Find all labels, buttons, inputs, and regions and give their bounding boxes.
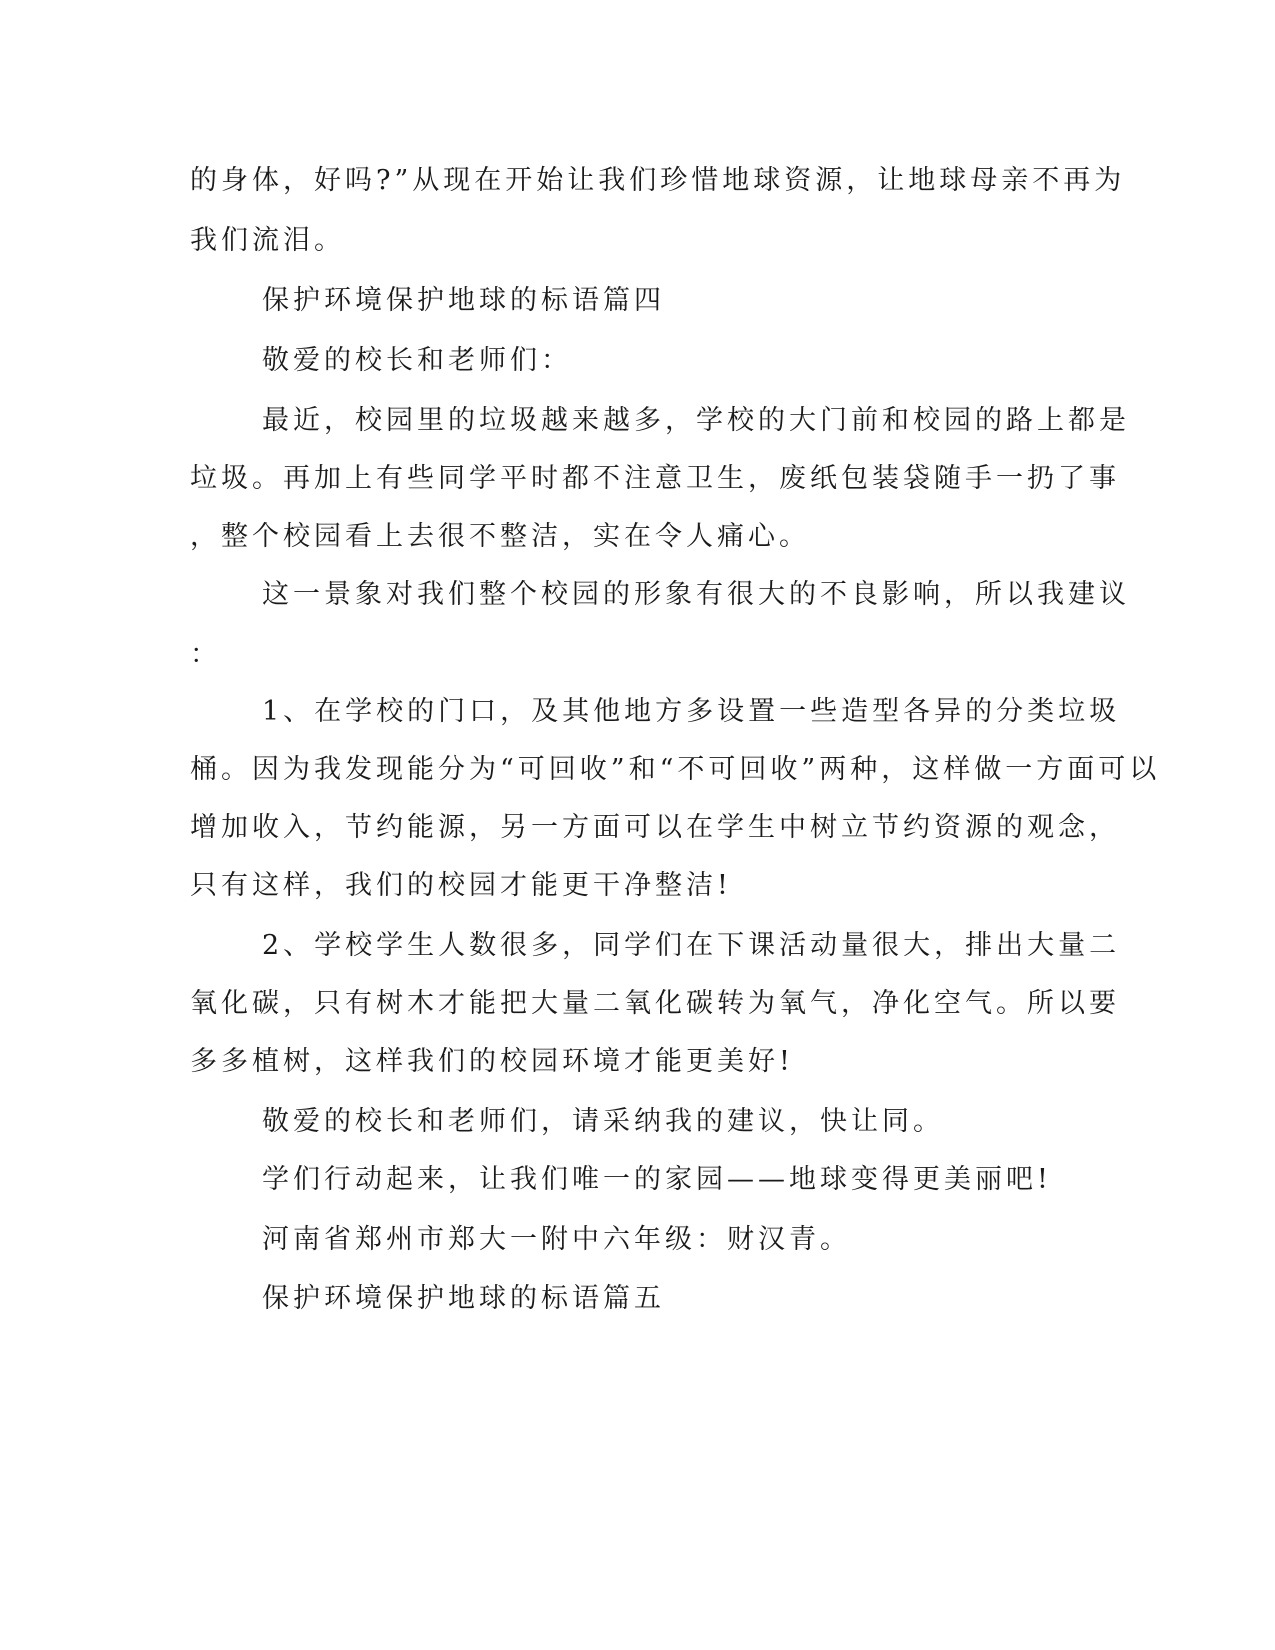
paragraph-line: 最近，校园里的垃圾越来越多，学校的大门前和校园的路上都是 bbox=[262, 405, 1130, 436]
paragraph-line: 只有这样，我们的校园才能更干净整洁! bbox=[190, 870, 732, 901]
paragraph-line: 多多植树，这样我们的校园环境才能更美好! bbox=[190, 1046, 794, 1077]
list-item-1: 1、在学校的门口，及其他地方多设置一些造型各异的分类垃圾 bbox=[262, 696, 1121, 727]
paragraph-line: 的身体，好吗?”从现在开始让我们珍惜地球资源，让地球母亲不再为 bbox=[190, 165, 1126, 196]
section-heading: 保护环境保护地球的标语篇四 bbox=[262, 285, 665, 316]
paragraph-line: 增加收入，节约能源，另一方面可以在学生中树立节约资源的观念， bbox=[190, 812, 1120, 843]
paragraph-line: 桶。因为我发现能分为“可回收”和“不可回收”两种，这样做一方面可以 bbox=[190, 754, 1161, 785]
paragraph-line: 这一景象对我们整个校园的形象有很大的不良影响，所以我建议 bbox=[262, 579, 1130, 610]
list-item-2: 2、学校学生人数很多，同学们在下课活动量很大，排出大量二 bbox=[262, 930, 1121, 961]
signature-line: 河南省郑州市郑大一附中六年级：财汉青。 bbox=[262, 1224, 851, 1255]
paragraph-line: ，整个校园看上去很不整洁，实在令人痛心。 bbox=[190, 521, 810, 552]
paragraph-line: 我们流泪。 bbox=[190, 225, 345, 256]
closing-line: 敬爱的校长和老师们，请采纳我的建议，快让同。 bbox=[262, 1106, 944, 1137]
paragraph-line: ： bbox=[190, 639, 221, 670]
salutation: 敬爱的校长和老师们： bbox=[262, 345, 572, 376]
section-heading: 保护环境保护地球的标语篇五 bbox=[262, 1283, 665, 1314]
paragraph-line: 垃圾。再加上有些同学平时都不注意卫生，废纸包装袋随手一扔了事 bbox=[190, 463, 1120, 494]
paragraph-line: 氧化碳，只有树木才能把大量二氧化碳转为氧气，净化空气。所以要 bbox=[190, 988, 1120, 1019]
closing-line: 学们行动起来，让我们唯一的家园——地球变得更美丽吧! bbox=[262, 1164, 1052, 1195]
